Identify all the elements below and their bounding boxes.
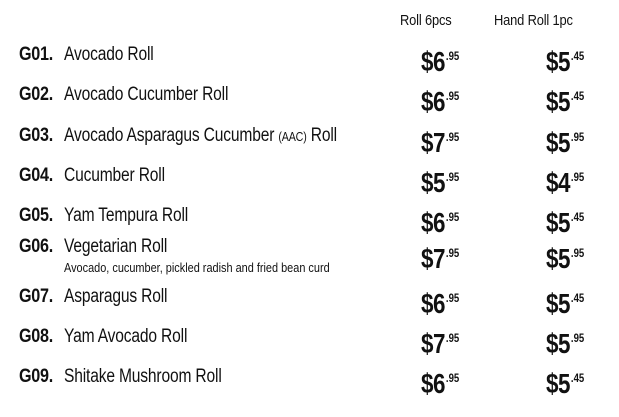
item-code: G07. [19, 286, 53, 307]
menu-item [0, 44, 619, 78]
item-code: G09. [19, 366, 53, 387]
hand-roll-price: $\$5^{.45}$ [546, 46, 585, 77]
item-name: Shitake Mushroom Roll [64, 366, 222, 387]
hand-roll-price: $\$5^{.45}$ [546, 368, 585, 399]
item-name: Asparagus Roll [64, 286, 168, 307]
item-code: G06. [19, 236, 53, 257]
menu-item [0, 326, 619, 360]
item-code: G04. [19, 165, 53, 186]
menu-item [0, 236, 619, 280]
roll-price: $\$6^{.95}$ [421, 207, 460, 238]
roll-price: $\$7^{.95}$ [421, 127, 460, 158]
item-code: G02. [19, 84, 53, 105]
roll-price: $\$6^{.95}$ [421, 288, 460, 319]
item-code: G08. [19, 326, 53, 347]
item-name: Yam Tempura Roll [64, 205, 189, 226]
roll-price: $\$6^{.95}$ [421, 86, 460, 117]
roll-price: $\$7^{.95}$ [421, 243, 460, 274]
item-name: Avocado Roll [64, 44, 154, 65]
hand-roll-price: $\$4^{.95}$ [546, 167, 585, 198]
roll-price: $\$5^{.95}$ [421, 167, 460, 198]
menu-item [0, 84, 619, 118]
item-name: Cucumber Roll [64, 165, 165, 186]
hand-roll-price: $\$5^{.95}$ [546, 243, 585, 274]
roll-6pcs-header: Roll 6pcs [400, 12, 452, 29]
roll-price: $\$7^{.95}$ [421, 328, 460, 359]
item-name: Vegetarian Roll [64, 236, 168, 257]
hand-roll-price: $\$5^{.45}$ [546, 207, 585, 238]
menu-item [0, 286, 619, 320]
hand-roll-price: $\$5^{.95}$ [546, 328, 585, 359]
menu-item [0, 205, 619, 239]
item-code: G03. [19, 125, 53, 146]
item-name: Yam Avocado Roll [64, 326, 188, 347]
roll-price: $\$6^{.95}$ [421, 368, 460, 399]
item-name: Avocado Cucumber Roll [64, 84, 229, 105]
menu-item [0, 165, 619, 199]
menu-item [0, 125, 619, 159]
hand-roll-price: $\$5^{.95}$ [546, 127, 585, 158]
hand-roll-price: $\$5^{.45}$ [546, 86, 585, 117]
hand-roll-1pc-header: Hand Roll 1pc [494, 12, 573, 29]
item-code: G05. [19, 205, 53, 226]
item-description: Avocado, cucumber, pickled radish and fried bean curd [64, 260, 330, 275]
item-code: G01. [19, 44, 53, 65]
hand-roll-price: $\$5^{.45}$ [546, 288, 585, 319]
roll-price: $\$6^{.95}$ [421, 46, 460, 77]
item-name: Avocado Asparagus Cucumber (AAC) Roll [64, 125, 337, 146]
menu-item [0, 366, 619, 400]
